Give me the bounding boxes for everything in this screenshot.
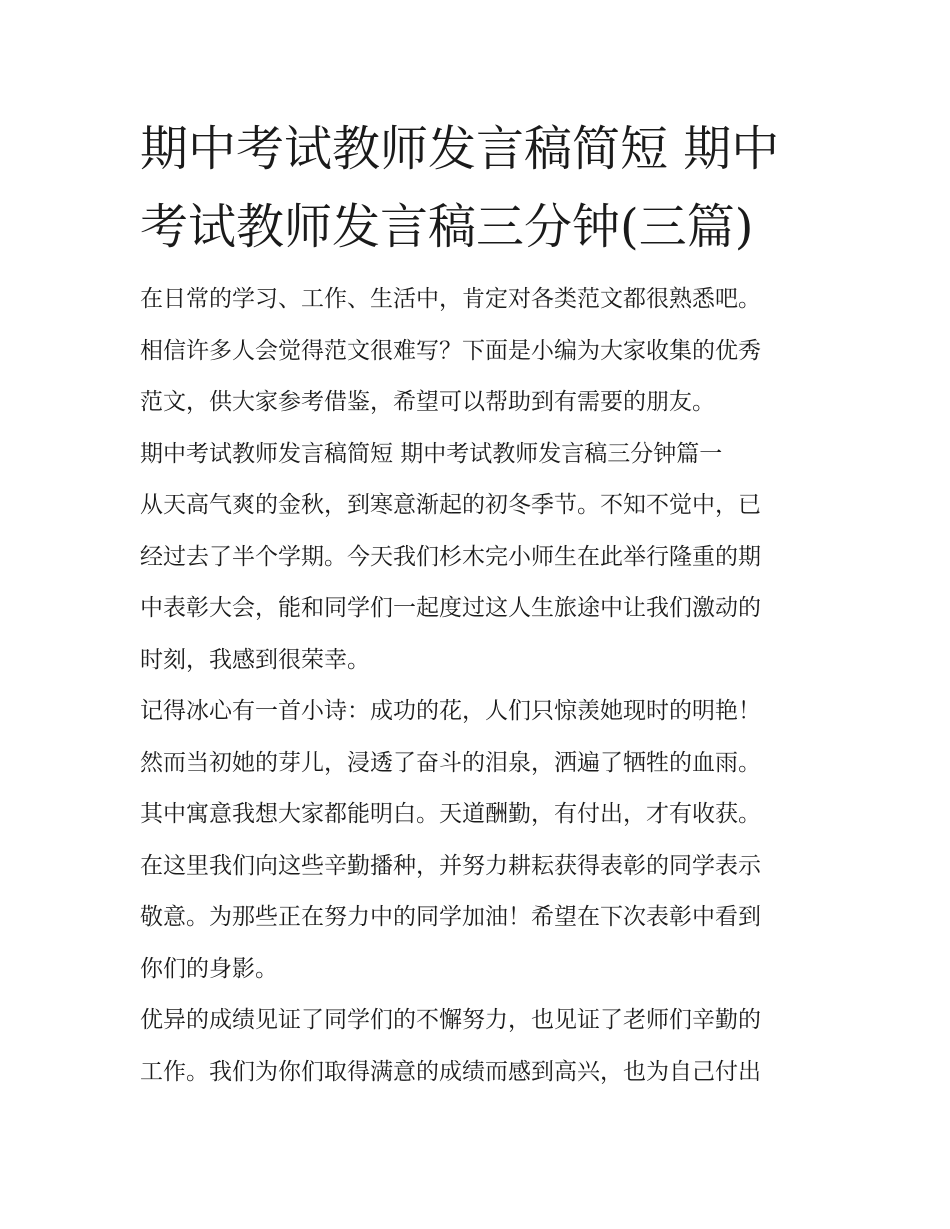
paragraph-poem bbox=[140, 686, 812, 995]
text-line: 工作。我们为你们取得满意的成绩而感到高兴，也为自己付出 bbox=[140, 1058, 761, 1085]
title-line: 期中考试教师发言稿简短 期中 bbox=[140, 121, 780, 177]
text-line: 经过去了半个学期。今天我们杉木完小师生在此举行隆重的期 bbox=[140, 543, 761, 570]
page-title bbox=[140, 110, 812, 266]
text-line: 优异的成绩见证了同学们的不懈努力，也见证了老师们辛勤的 bbox=[140, 1007, 761, 1033]
section-heading: 期中考试教师发言稿简短 期中考试教师发言稿三分钟篇一 bbox=[140, 440, 723, 467]
text-line: 在这里我们向这些辛勤播种，并努力耕耘获得表彰的同学表示 bbox=[140, 852, 761, 879]
text-line: 从天高气爽的金秋，到寒意渐起的初冬季节。不知不觉中，已 bbox=[140, 492, 761, 518]
text-line: 你们的身影。 bbox=[140, 955, 278, 982]
text-line: 中表彰大会，能和同学们一起度过这人生旅途中让我们激动的 bbox=[140, 595, 761, 621]
paragraph-section-heading bbox=[140, 429, 812, 481]
text-line: 敬意。为那些正在努力中的同学加油！希望在下次表彰中看到 bbox=[140, 904, 761, 930]
text-line: 在日常的学习、工作、生活中，肯定对各类范文都很熟悉吧。 bbox=[140, 286, 761, 312]
text-line: 记得冰心有一首小诗：成功的花，人们只惊羡她现时的明艳！ bbox=[140, 698, 761, 724]
text-line: 范文，供大家参考借鉴，希望可以帮助到有需要的朋友。 bbox=[140, 389, 715, 415]
document-body bbox=[140, 274, 812, 1098]
paragraph-results bbox=[140, 995, 812, 1098]
title-line: 考试教师发言稿三分钟(三篇) bbox=[140, 199, 754, 255]
text-line: 然而当初她的芽儿，浸透了奋斗的泪泉，洒遍了牺牲的血雨。 bbox=[140, 749, 761, 776]
text-line: 相信许多人会觉得范文很难写？下面是小编为大家收集的优秀 bbox=[140, 337, 761, 364]
paragraph-opening bbox=[140, 480, 812, 686]
text-line: 时刻，我感到很荣幸。 bbox=[140, 646, 370, 673]
text-line: 其中寓意我想大家都能明白。天道酬勤，有付出，才有收获。 bbox=[140, 801, 761, 827]
document-page bbox=[140, 110, 812, 1098]
paragraph-intro bbox=[140, 274, 812, 429]
